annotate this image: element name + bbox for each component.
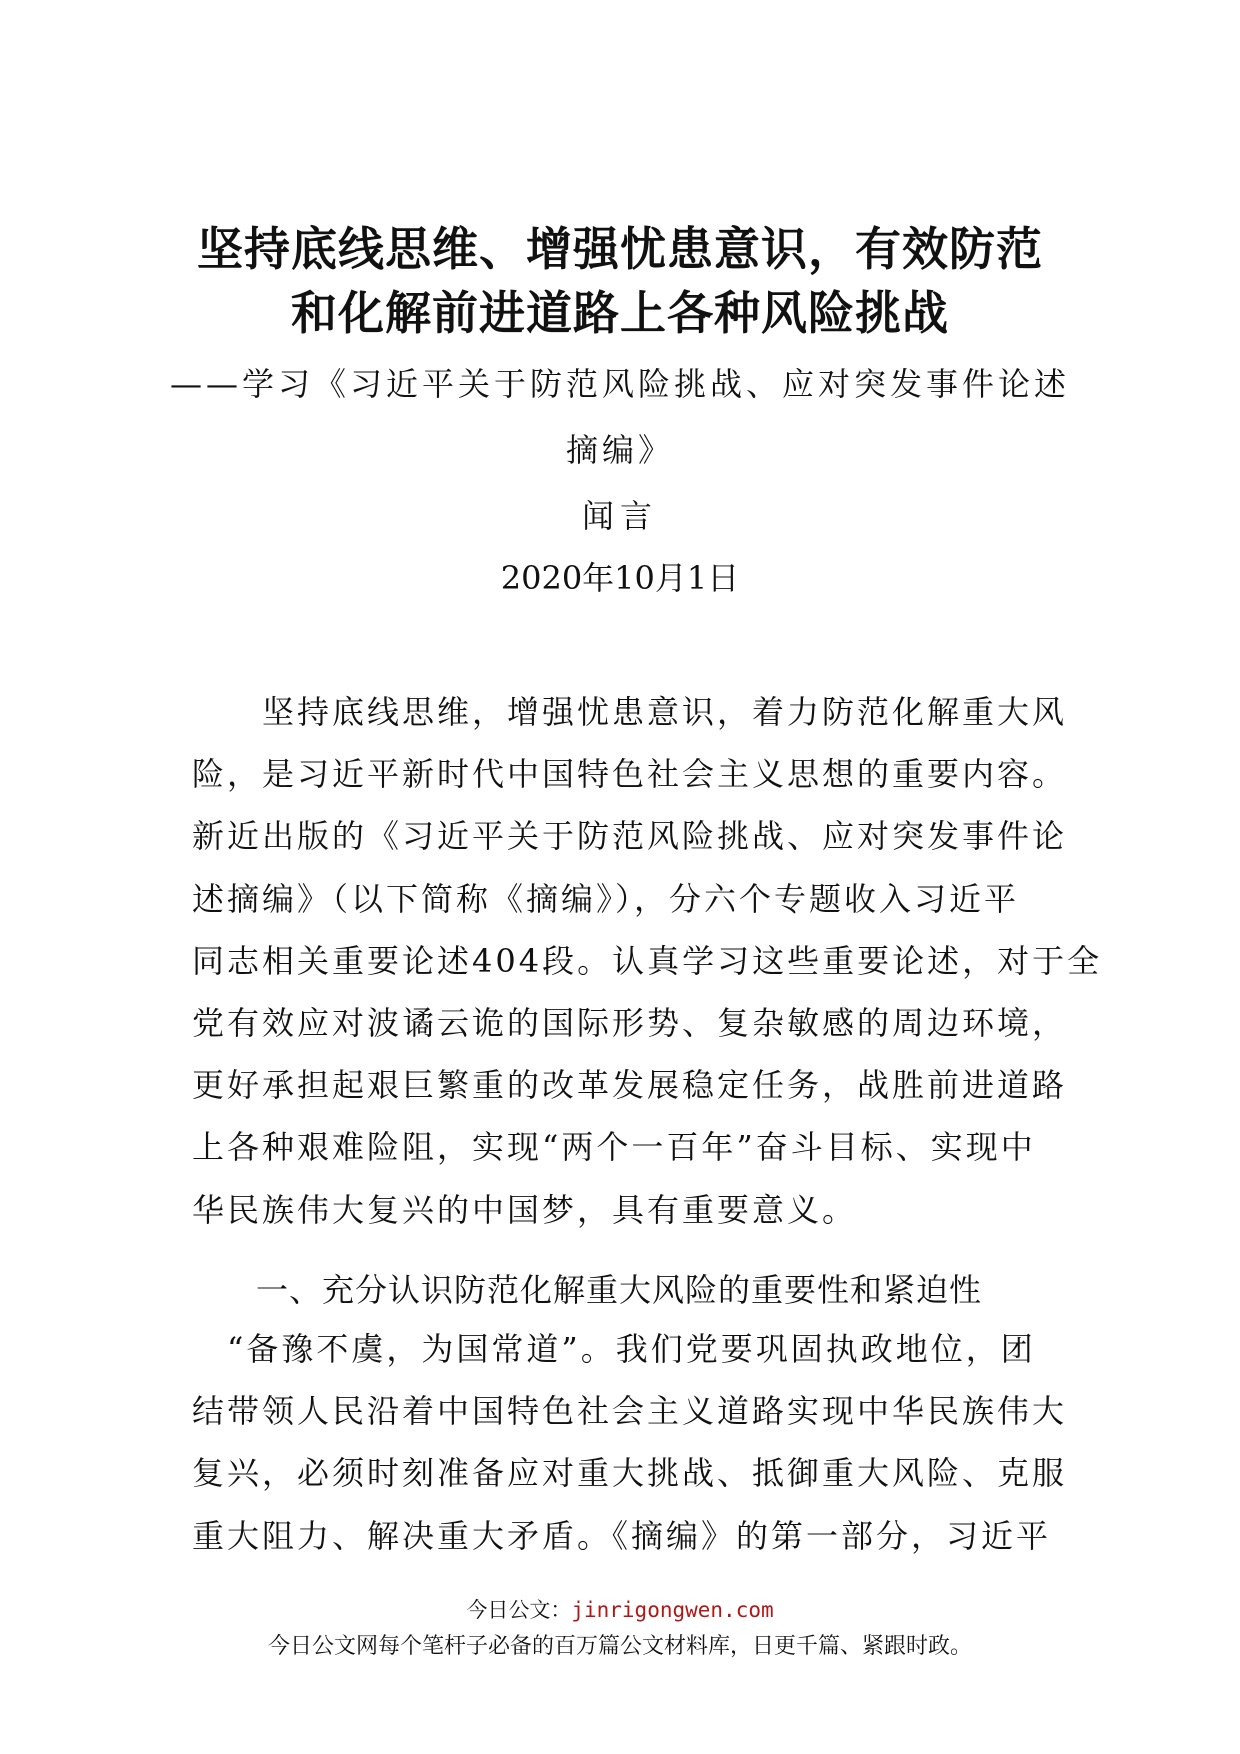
paragraph-line: 坚持底线思维，增强忧患意识，着力防范化解重大风 — [192, 693, 1068, 731]
paragraph-line: 新近出版的《习近平关于防范风险挑战、应对突发事件论 — [192, 817, 1068, 856]
paragraph-line: 重大阻力、解决重大矛盾。《摘编》的第一部分，习近平 — [192, 1516, 1052, 1555]
paragraph-line: 上各种艰难险阻，实现“两个一百年”奋斗目标、实现中 — [192, 1128, 1036, 1167]
section-1-heading: 一、充分认识防范化解重大风险的重要性和紧迫性 — [256, 1271, 983, 1309]
paragraph-line: 华民族伟大复兴的中国梦，具有重要意义。 — [192, 1190, 858, 1229]
footer-site-link[interactable]: jinrigongwen.com — [571, 1598, 774, 1622]
paragraph-line: 险，是习近平新时代中国特色社会主义思想的重要内容。 — [192, 755, 1068, 794]
document-author: 闻言 — [581, 497, 658, 535]
paragraph-line: 同志相关重要论述404段。认真学习这些重要论述，对于全 — [192, 941, 1103, 980]
paragraph-line: 党有效应对波谲云诡的国际形势、复杂敏感的周边环境， — [192, 1004, 1068, 1043]
document-date: 2020年10月1日 — [500, 559, 740, 597]
document-subtitle-line-2: 摘编》 — [565, 431, 674, 469]
footer-site-line — [0, 1596, 1240, 1624]
footer-slogan: 今日公文网每个笔杆子必备的百万篇公文材料库，日更千篇、紧跟时政。 — [267, 1634, 972, 1659]
paragraph-line: 述摘编》（以下简称《摘编》），分六个专题收入习近平 — [192, 879, 1020, 918]
paragraph-line: “备豫不虞，为国常道”。我们党要巩固执政地位，团 — [192, 1330, 1036, 1368]
body-paragraph-1 — [192, 681, 1103, 1241]
paragraph-line: 结带领人民沿着中国特色社会主义道路实现中华民族伟大 — [192, 1392, 1068, 1431]
paragraph-line: 更好承担起艰巨繁重的改革发展稳定任务，战胜前进道路 — [192, 1066, 1068, 1105]
document-title-line-2: 和化解前进道路上各种风险挑战 — [291, 286, 949, 340]
paragraph-line: 复兴，必须时刻准备应对重大挑战、抵御重大风险、克服 — [192, 1454, 1068, 1493]
body-paragraph-2 — [192, 1318, 1068, 1567]
document-subtitle-line-1: ——学习《习近平关于防范风险挑战、应对突发事件论述 — [169, 365, 1070, 403]
document-title-line-1: 坚持底线思维、增强忧患意识，有效防范 — [197, 222, 1043, 276]
footer-site-label: 今日公文： — [466, 1598, 572, 1622]
